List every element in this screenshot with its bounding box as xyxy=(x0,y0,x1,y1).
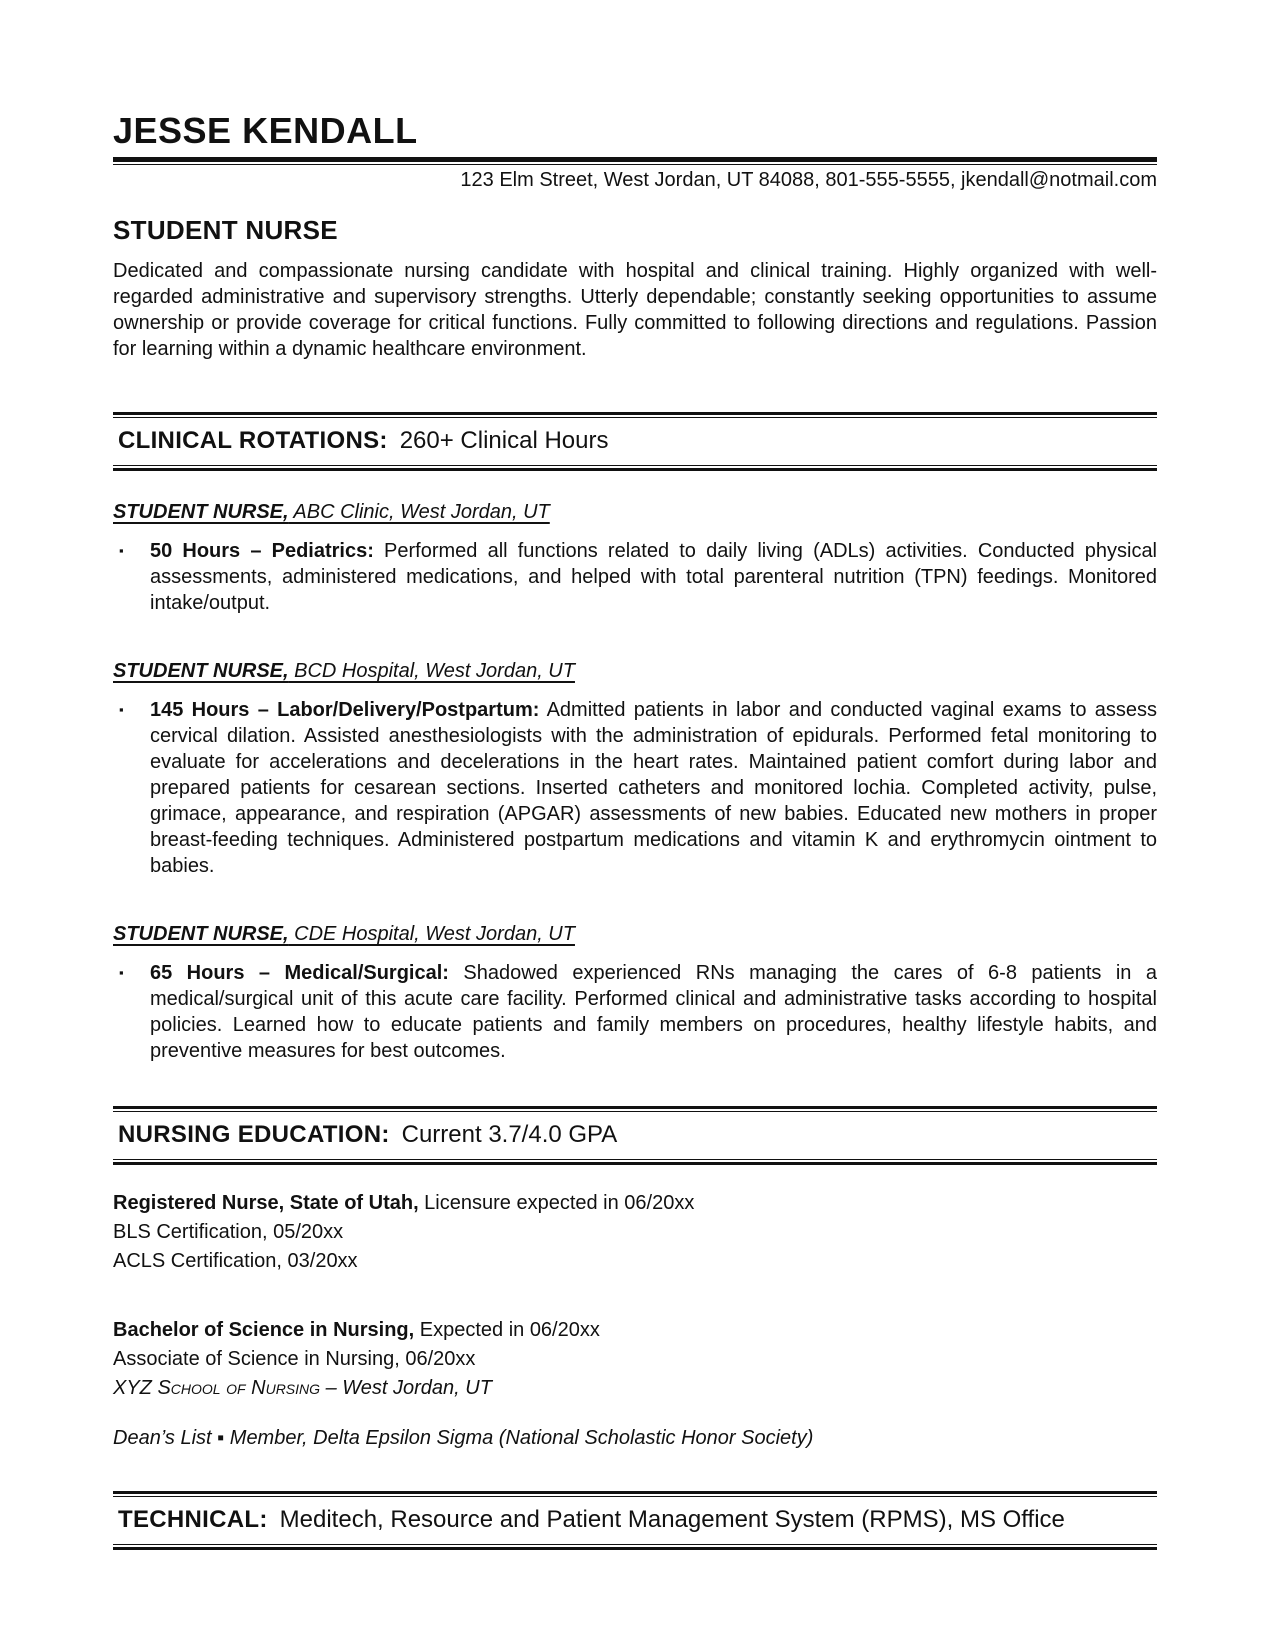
school-name: XYZ School of Nursing xyxy=(113,1376,321,1399)
rotation-hours: 145 Hours – Labor/Delivery/Postpartum: xyxy=(150,698,540,721)
rotation-entry xyxy=(113,921,1157,1064)
section-value: Meditech, Resource and Patient Management System (RPMS), MS Office xyxy=(279,1505,1065,1533)
rotation-hours: 65 Hours – Medical/Surgical: xyxy=(150,961,449,984)
degree-line xyxy=(113,1316,1157,1345)
rotation-organization: BCD Hospital, West Jordan, UT xyxy=(288,659,575,682)
bullet-square-icon: ▪ xyxy=(119,542,124,558)
rotation-bullet xyxy=(113,538,1157,616)
rotation-organization: ABC Clinic, West Jordan, UT xyxy=(288,500,550,523)
rotation-hours: 50 Hours – Pediatrics: xyxy=(150,539,374,562)
section-value: 260+ Clinical Hours xyxy=(399,426,609,454)
rotation-role: STUDENT NURSE, xyxy=(113,922,289,945)
contact-line: 123 Elm Street, West Jordan, UT 84088, 801-555-5555, jkendall@notmail.com xyxy=(460,168,1157,191)
technical-header xyxy=(113,1491,1157,1550)
rotation-role: STUDENT NURSE, xyxy=(113,500,289,523)
section-label: TECHNICAL: xyxy=(118,1505,268,1533)
rotation-entry-heading xyxy=(113,921,1157,947)
nursing-education-header xyxy=(113,1106,1157,1165)
bullet-square-icon: ▪ xyxy=(119,701,124,717)
rotation-detail: Shadowed experienced RNs managing the cares of 6-8 patients in a medical/surgical unit of this acute care facility. Performed clinical and administrative tasks according to hospital policies. Learned how to educate patients and family members on procedures, healthy lifestyle habits, and preventive measures for best outcomes. xyxy=(150,961,1157,1062)
licensure-detail: Licensure expected in 06/20xx xyxy=(418,1191,695,1214)
rotation-detail: Performed all functions related to daily living (ADLs) activities. Conducted physical assessments, administered medications, and helped with total parenteral nutrition (TPN) feedings. Monitored intake/output. xyxy=(150,539,1158,614)
clinical-rotations-header xyxy=(113,412,1157,471)
clinical-rotations-header-inner xyxy=(113,417,1157,466)
candidate-name: JESSE KENDALL xyxy=(113,110,418,151)
rotation-detail: Admitted patients in labor and conducted vaginal exams to assess cervical dilation. Assisted anesthesiologists with the administration of epidurals. Performed fetal monitoring to evaluate for accelerations and decelerations in the heart rates. Maintained patient comfort during labor and prepared patients for cesarean sections. Inserted catheters and monitored lochia. Completed activity, pulse, grimace, appearance, and respiration (APGAR) assessments of new babies. Educated new mothers in proper breast-feeding techniques. Administered postpartum medications and vitamin K and erythromycin ointment to babies. xyxy=(150,698,1157,877)
nursing-education-header-inner xyxy=(113,1111,1157,1160)
licensure-title: Registered Nurse, State of Utah, xyxy=(113,1191,419,1214)
profile-summary: Dedicated and compassionate nursing candidate with hospital and clinical training. Highly organized with well-regarded administrative and supervisory strengths. Utterly dependable; constantly seeking opportunities to assume ownership or provide coverage for critical functions. Fully committed to following directions and regulations. Passion for learning within a dynamic healthcare environment. xyxy=(113,259,1157,360)
nursing-education-section xyxy=(113,1189,1157,1451)
certification-line: ACLS Certification, 03/20xx xyxy=(113,1249,358,1272)
rotation-description xyxy=(150,697,1157,879)
section-label: NURSING EDUCATION: xyxy=(118,1120,390,1148)
school-location: – West Jordan, UT xyxy=(320,1376,492,1399)
section-value: Current 3.7/4.0 GPA xyxy=(401,1120,618,1148)
rotation-entry-heading xyxy=(113,499,1157,525)
section-label: CLINICAL ROTATIONS: xyxy=(118,426,388,454)
licensure-group xyxy=(113,1189,1157,1276)
rotation-entry xyxy=(113,658,1157,879)
certification-line: BLS Certification, 05/20xx xyxy=(113,1220,344,1243)
degree-detail: Expected in 06/20xx xyxy=(414,1318,600,1341)
rotation-role: STUDENT NURSE, xyxy=(113,659,289,682)
licensure-line xyxy=(113,1189,1157,1218)
resume-header xyxy=(113,112,1157,193)
degrees-group xyxy=(113,1316,1157,1403)
rotation-organization: CDE Hospital, West Jordan, UT xyxy=(288,922,575,945)
degree-line: Associate of Science in Nursing, 06/20xx xyxy=(113,1347,476,1370)
honors-line: Dean’s List ▪ Member, Delta Epsilon Sigma (National Scholastic Honor Society) xyxy=(113,1426,814,1449)
rotation-entry-heading xyxy=(113,658,1157,684)
clinical-rotations-section xyxy=(113,499,1157,1064)
rotation-bullet xyxy=(113,960,1157,1064)
profile-title: STUDENT NURSE xyxy=(113,214,338,245)
rotation-description xyxy=(150,538,1157,616)
name-divider-rule xyxy=(113,157,1157,165)
rotation-description xyxy=(150,960,1157,1064)
bullet-square-icon: ▪ xyxy=(119,964,124,980)
rotation-bullet xyxy=(113,697,1157,879)
rotation-entry xyxy=(113,499,1157,616)
school-line xyxy=(113,1374,1157,1403)
degree-title: Bachelor of Science in Nursing, xyxy=(113,1318,415,1341)
technical-header-inner xyxy=(113,1496,1157,1545)
